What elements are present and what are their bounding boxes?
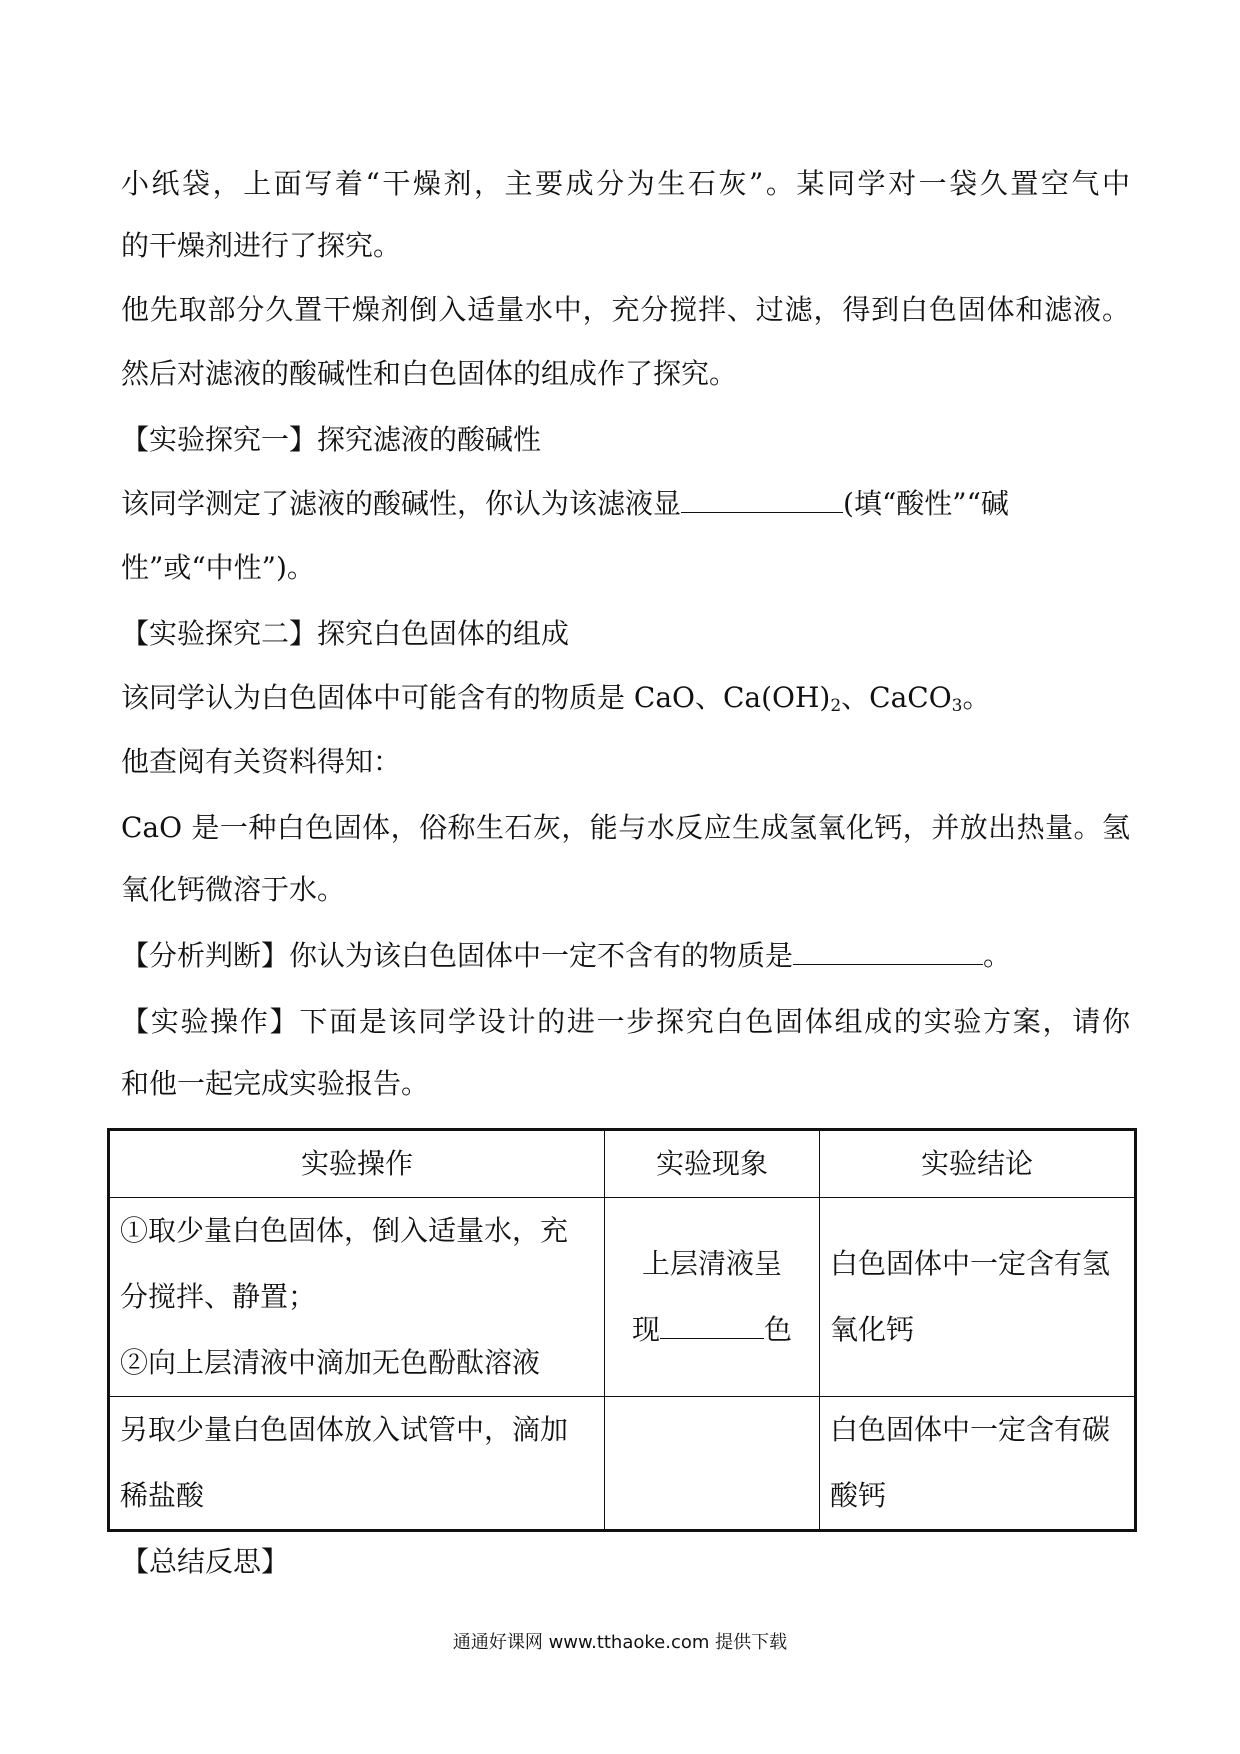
cell-line: 分搅拌、静置； (120, 1280, 317, 1313)
table-header-row (109, 1130, 1136, 1198)
cell-phenomenon (605, 1198, 820, 1397)
paragraph-line: 和他一起完成实验报告。 (121, 1067, 430, 1100)
answer-blank-acidity[interactable] (681, 486, 843, 513)
cell-line: 氧化钙 (830, 1313, 915, 1346)
section-heading-2: 【实验探究二】探究白色固体的组成 (121, 617, 570, 650)
answer-blank-color[interactable] (660, 1312, 764, 1339)
summary-heading: 【总结反思】 (121, 1545, 290, 1578)
substances-text: 、CaCO (841, 681, 952, 714)
experiment-report-table (107, 1128, 1137, 1532)
substances-text: 该同学认为白色固体中可能含有的物质是 CaO、Ca(OH) (121, 681, 831, 714)
cell-line: 白色固体中一定含有碳 (830, 1413, 1111, 1446)
cell-line: ②向上层清液中滴加无色酚酞溶液 (120, 1346, 541, 1379)
section-heading-1: 【实验探究一】探究滤液的酸碱性 (121, 423, 542, 456)
cell-operation (109, 1397, 605, 1531)
paragraph-line: 性”或“中性”)。 (121, 551, 315, 584)
paragraph-line: 【实验操作】下面是该同学设计的进一步探究白色固体组成的实验方案，请你 (121, 1005, 1130, 1038)
question-text: 该同学测定了滤液的酸碱性，你认为该滤液显 (121, 487, 682, 520)
question-text: 【分析判断】你认为该白色固体中一定不含有的物质是 (121, 939, 794, 972)
paragraph-line: 他先取部分久置干燥剂倒入适量水中，充分搅拌、过滤，得到白色固体和滤液。 (121, 293, 1130, 326)
cell-text: 色 (764, 1313, 793, 1346)
cell-line: 白色固体中一定含有氢 (830, 1247, 1111, 1280)
question-acidity (121, 484, 1130, 524)
header-cell-phenomenon: 实验现象 (605, 1130, 820, 1198)
paragraph-line: 他查阅有关资料得知： (121, 745, 402, 778)
cell-text: 现 (631, 1313, 660, 1346)
cell-line: 另取少量白色固体放入试管中，滴加 (120, 1413, 569, 1446)
paragraph-line: 的干燥剂进行了探究。 (121, 229, 402, 262)
paragraph-line: 氧化钙微溶于水。 (121, 873, 346, 906)
cell-line: 稀盐酸 (120, 1479, 205, 1512)
cell-line: ①取少量白色固体，倒入适量水，充 (120, 1214, 569, 1247)
paragraph-line: 小纸袋，上面写着“干燥剂，主要成分为生石灰”。某同学对一袋久置空气中 (121, 167, 1130, 200)
answer-blank-analysis[interactable] (793, 938, 983, 965)
subscript: 2 (830, 696, 842, 716)
cell-line: 酸钙 (830, 1479, 887, 1512)
cell-line (615, 1297, 809, 1363)
table-row (109, 1397, 1136, 1531)
page-footer: 通通好课网 www.tthaoke.com 提供下载 (452, 1632, 788, 1653)
subscript: 3 (951, 696, 963, 716)
header-cell-conclusion: 实验结论 (820, 1130, 1136, 1198)
substances-text: 。 (962, 681, 991, 714)
cell-conclusion (820, 1397, 1136, 1531)
cell-line: 上层清液呈 (641, 1247, 782, 1280)
cell-conclusion (820, 1198, 1136, 1397)
question-analysis (121, 936, 1130, 976)
header-cell-operation: 实验操作 (109, 1130, 605, 1198)
question-text: (填“酸性”“碱 (843, 487, 1009, 520)
cell-phenomenon-empty[interactable] (605, 1397, 820, 1531)
table-row (109, 1198, 1136, 1397)
paragraph-line: 然后对滤液的酸碱性和白色固体的组成作了探究。 (121, 357, 738, 390)
question-text: 。 (983, 939, 1012, 972)
paragraph-line: CaO 是一种白色固体，俗称生石灰，能与水反应生成氢氧化钙，并放出热量。氢 (121, 811, 1130, 844)
cell-operation (109, 1198, 605, 1397)
substances-line (121, 678, 1130, 718)
